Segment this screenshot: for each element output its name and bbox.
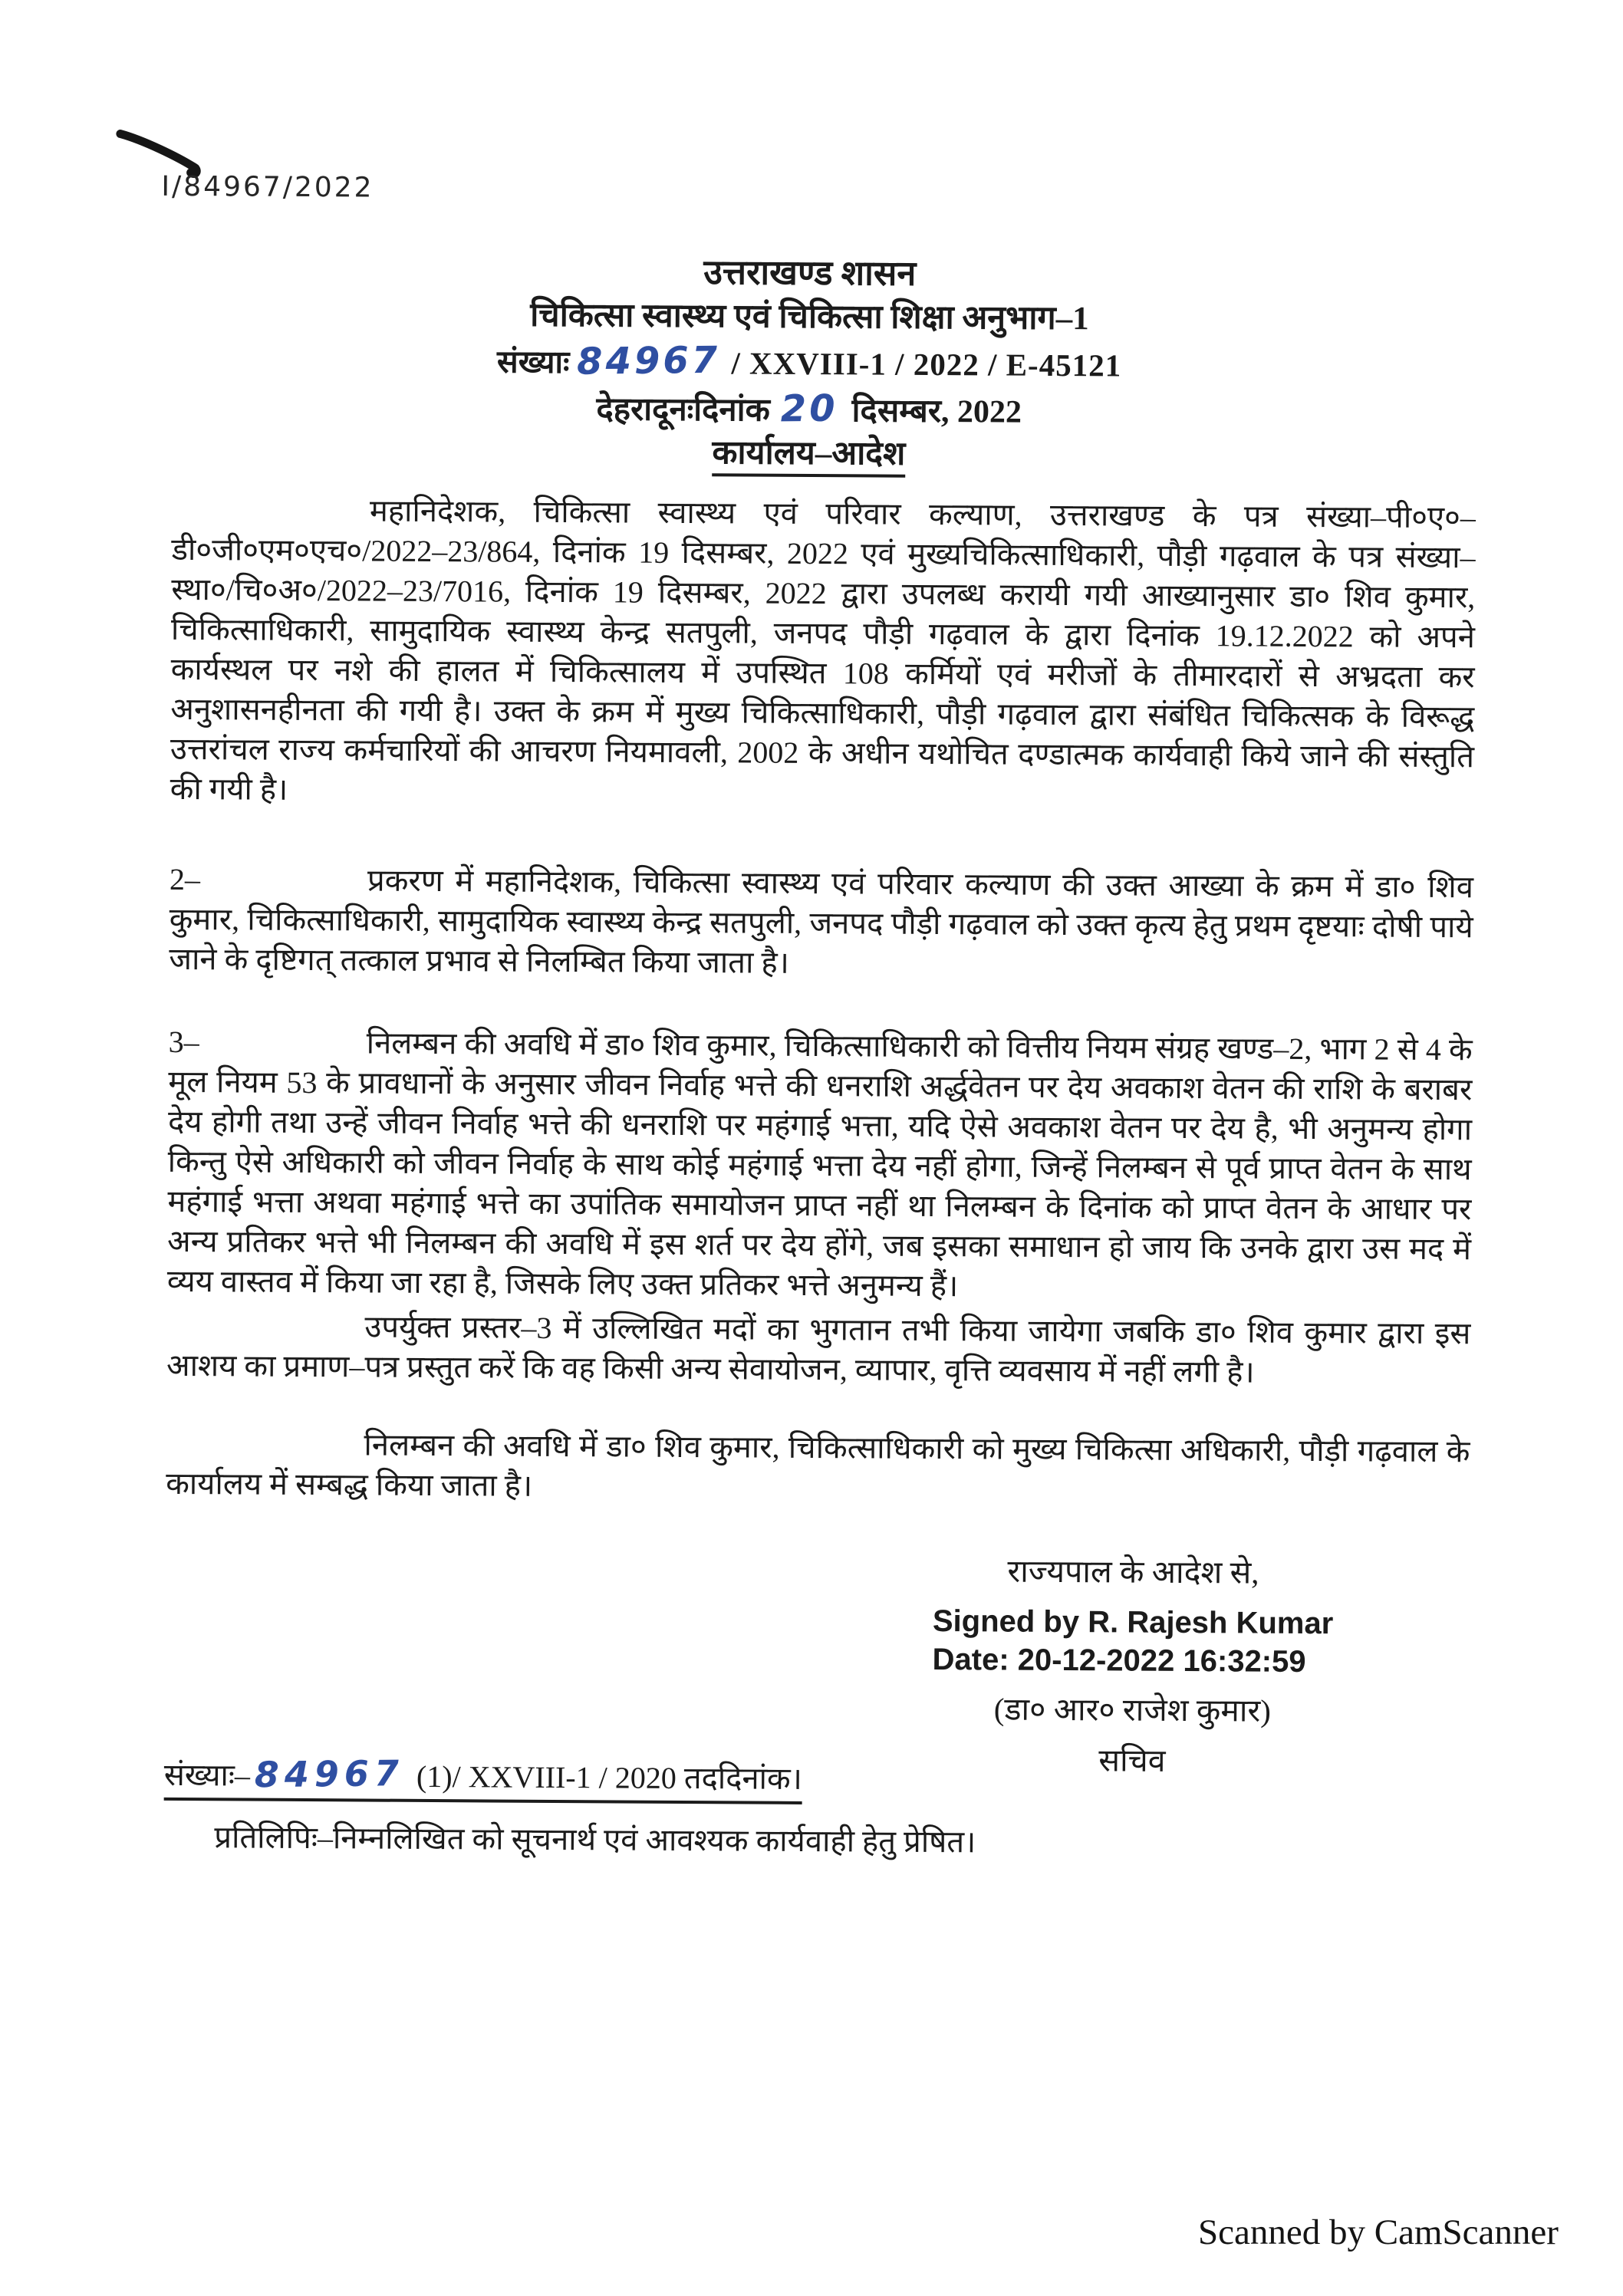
by-order-of-governor: राज्यपाल के आदेश से, [1007, 1553, 1259, 1590]
order-heading [0, 433, 1620, 475]
digital-signature [932, 1602, 1333, 1681]
endorsement-handwritten-number: 84967 [254, 1752, 405, 1796]
handwritten-letter-number: 84967 [577, 338, 721, 383]
letter-number-line [0, 339, 1621, 386]
endorsement-section [163, 1752, 1468, 1864]
paragraph-5-text: निलम्बन की अवधि में डा० शिव कुमार, चिकित्साधिकारी को मुख्य चिकित्सा अधिकारी, पौड़ी गढ़वाल के कार्यालय में सम्बद्ध किया जाता है। [166, 1427, 1470, 1503]
endorsement-number-label: संख्याः– [163, 1757, 251, 1793]
signatory-name: (डा० आर० राजेश कुमार) [993, 1691, 1272, 1729]
paragraph-3-number: 3– [168, 1024, 199, 1060]
paragraph-3-text: निलम्बन की अवधि में डा० शिव कुमार, चिकित्साधिकारी को वित्तीय नियम संग्रह खण्ड–2, भाग 2 से 4 के मूल नियम 53 के प्रावधानों के अनुसार जीवन निर्वाह भत्ते की धनराशि अर्द्धवेतन पर देय अवकाश वेतन की राशि के बराबर देय होगी तथा उन्हें जीवन निर्वाह भत्ते की धनराशि पर महंगाई भत्ता, यदि ऐसे अवकाश वेतन पर देय है, भी अनुमन्य होगा किन्तु ऐसे अधिकारी को जीवन निर्वाह के साथ कोई महंगाई भत्ता देय नहीं होगा, जिन्हें निलम्बन से पूर्व प्राप्त वेतन के साथ महंगाई भत्ता अथवा महंगाई भत्ते का उपांतिक समायोजन प्राप्त नहीं था निलम्बन के दिनांक को प्राप्त वेतन के आधार पर अन्य प्रतिकर भत्ते भी निलम्बन की अवधि में इस शर्त पर देय होंगे, जब इसका समाधान हो जाय कि उनके द्वारा उस मद में व्यय वास्तव में किया जा रहा है, जिसके लिए उक्त प्रतिकर भत्ते अनुमन्य हैं। [166, 1025, 1473, 1304]
place-date-line [0, 386, 1621, 433]
endorsement-number-rest: (1)/ XXVIII-1 / 2020 तददिनांक। [408, 1758, 802, 1796]
paragraph-4 [166, 1306, 1471, 1393]
efile-number-stamp: I/84967/2022 [161, 170, 374, 204]
government-title: उत्तराखण्ड शासन [703, 253, 917, 293]
paragraph-1 [170, 490, 1477, 817]
place-date-label: देहरादूनःदिनांक [596, 392, 770, 429]
letterhead [0, 252, 1621, 485]
order-body [166, 490, 1476, 1511]
paragraph-5 [166, 1424, 1470, 1511]
paragraph-2-number: 2– [169, 861, 201, 897]
digital-signature-name: Signed by R. Rajesh Kumar [932, 1604, 1334, 1641]
date-rest: दिसम्बर, 2022 [851, 393, 1022, 430]
number-label: संख्याः [496, 344, 570, 380]
paragraph-1-text: महानिदेशक, चिकित्सा स्वास्थ्य एवं परिवार कल्याण, उत्तराखण्ड के पत्र संख्या–पी०ए०–डी०जी०एम०एच०/2022–23/864, दिनांक 19 दिसम्बर, 2022 एवं मुख्यचिकित्साधिकारी, पौड़ी गढ़वाल के पत्र संख्या–स्था०/चि०अ०/2022–23/7016, दिनांक 19 दिसम्बर, 2022 द्वारा उपलब्ध करायी गयी आख्यानुसार डा० शिव कुमार, चिकित्साधिकारी, सामुदायिक स्वास्थ्य केन्द्र सतपुली, जनपद पौड़ी गढ़वाल के द्वारा दिनांक 19.12.2022 को अपने कार्यस्थल पर नशे की हालत में चिकित्सालय में उपस्थित 108 कर्मियों एवं मरीजों के तीमारदारों से अभ्रदता कर अनुशासनहीनता की गयी है। उक्त के क्रम में मुख्य चिकित्साधिकारी, पौड़ी गढ़वाल द्वारा संबंधित चिकित्सक के विरूद्ध उत्तरांचल राज्य कर्मचारियों की आचरण नियमावली, 2002 के अधीन यथोचित दण्डात्मक कार्यवाही किये जाने की संस्तुति की गयी है। [170, 493, 1477, 807]
paragraph-2-text: प्रकरण में महानिदेशक, चिकित्सा स्वास्थ्य एवं परिवार कल्याण की उक्त आख्या के क्रम में डा० शिव कुमार, चिकित्साधिकारी, सामुदायिक स्वास्थ्य केन्द्र सतपुली, जनपद पौड़ी गढ़वाल को उक्त कृत्य हेतु प्रथम दृष्टयाः दोषी पाये जाने के दृष्टिगत् तत्काल प्रभाव से निलम्बित किया जाता है। [169, 863, 1474, 980]
camscanner-watermark: Scanned by CamScanner [1198, 2212, 1559, 2252]
handwritten-date: 20 [780, 387, 838, 431]
digital-signature-date: Date: 20-12-2022 16:32:59 [932, 1643, 1306, 1679]
signature-block [854, 1548, 1411, 1782]
letter-number-rest: / XXVIII-1 / 2022 / E-45121 [731, 345, 1122, 383]
order-title: कार्यालय–आदेश [712, 435, 905, 478]
paragraph-4-text: उपर्युक्त प्रस्तर–3 में उल्लिखित मदों का भुगतान तभी किया जायेगा जबकि डा० शिव कुमार द्वारा इस आशय का प्रमाण–पत्र प्रस्तुत करें कि वह किसी अन्य सेवायोजन, व्यापार, वृत्ति व्यवसाय में नहीं लगी है। [166, 1309, 1471, 1390]
signatory-designation: सचिव [1098, 1742, 1166, 1778]
department-title: चिकित्सा स्वास्थ्य एवं चिकित्सा शिक्षा अनुभाग–1 [530, 297, 1089, 337]
paragraph-2 [169, 860, 1473, 987]
endorsement-number-line [164, 1752, 802, 1804]
paragraph-3 [167, 1022, 1473, 1309]
copy-forwarded-line: प्रतिलिपिः–निम्नलिखित को सूचनार्थ एवं आवश्यक कार्यवाही हेतु प्रेषित। [214, 1820, 976, 1860]
